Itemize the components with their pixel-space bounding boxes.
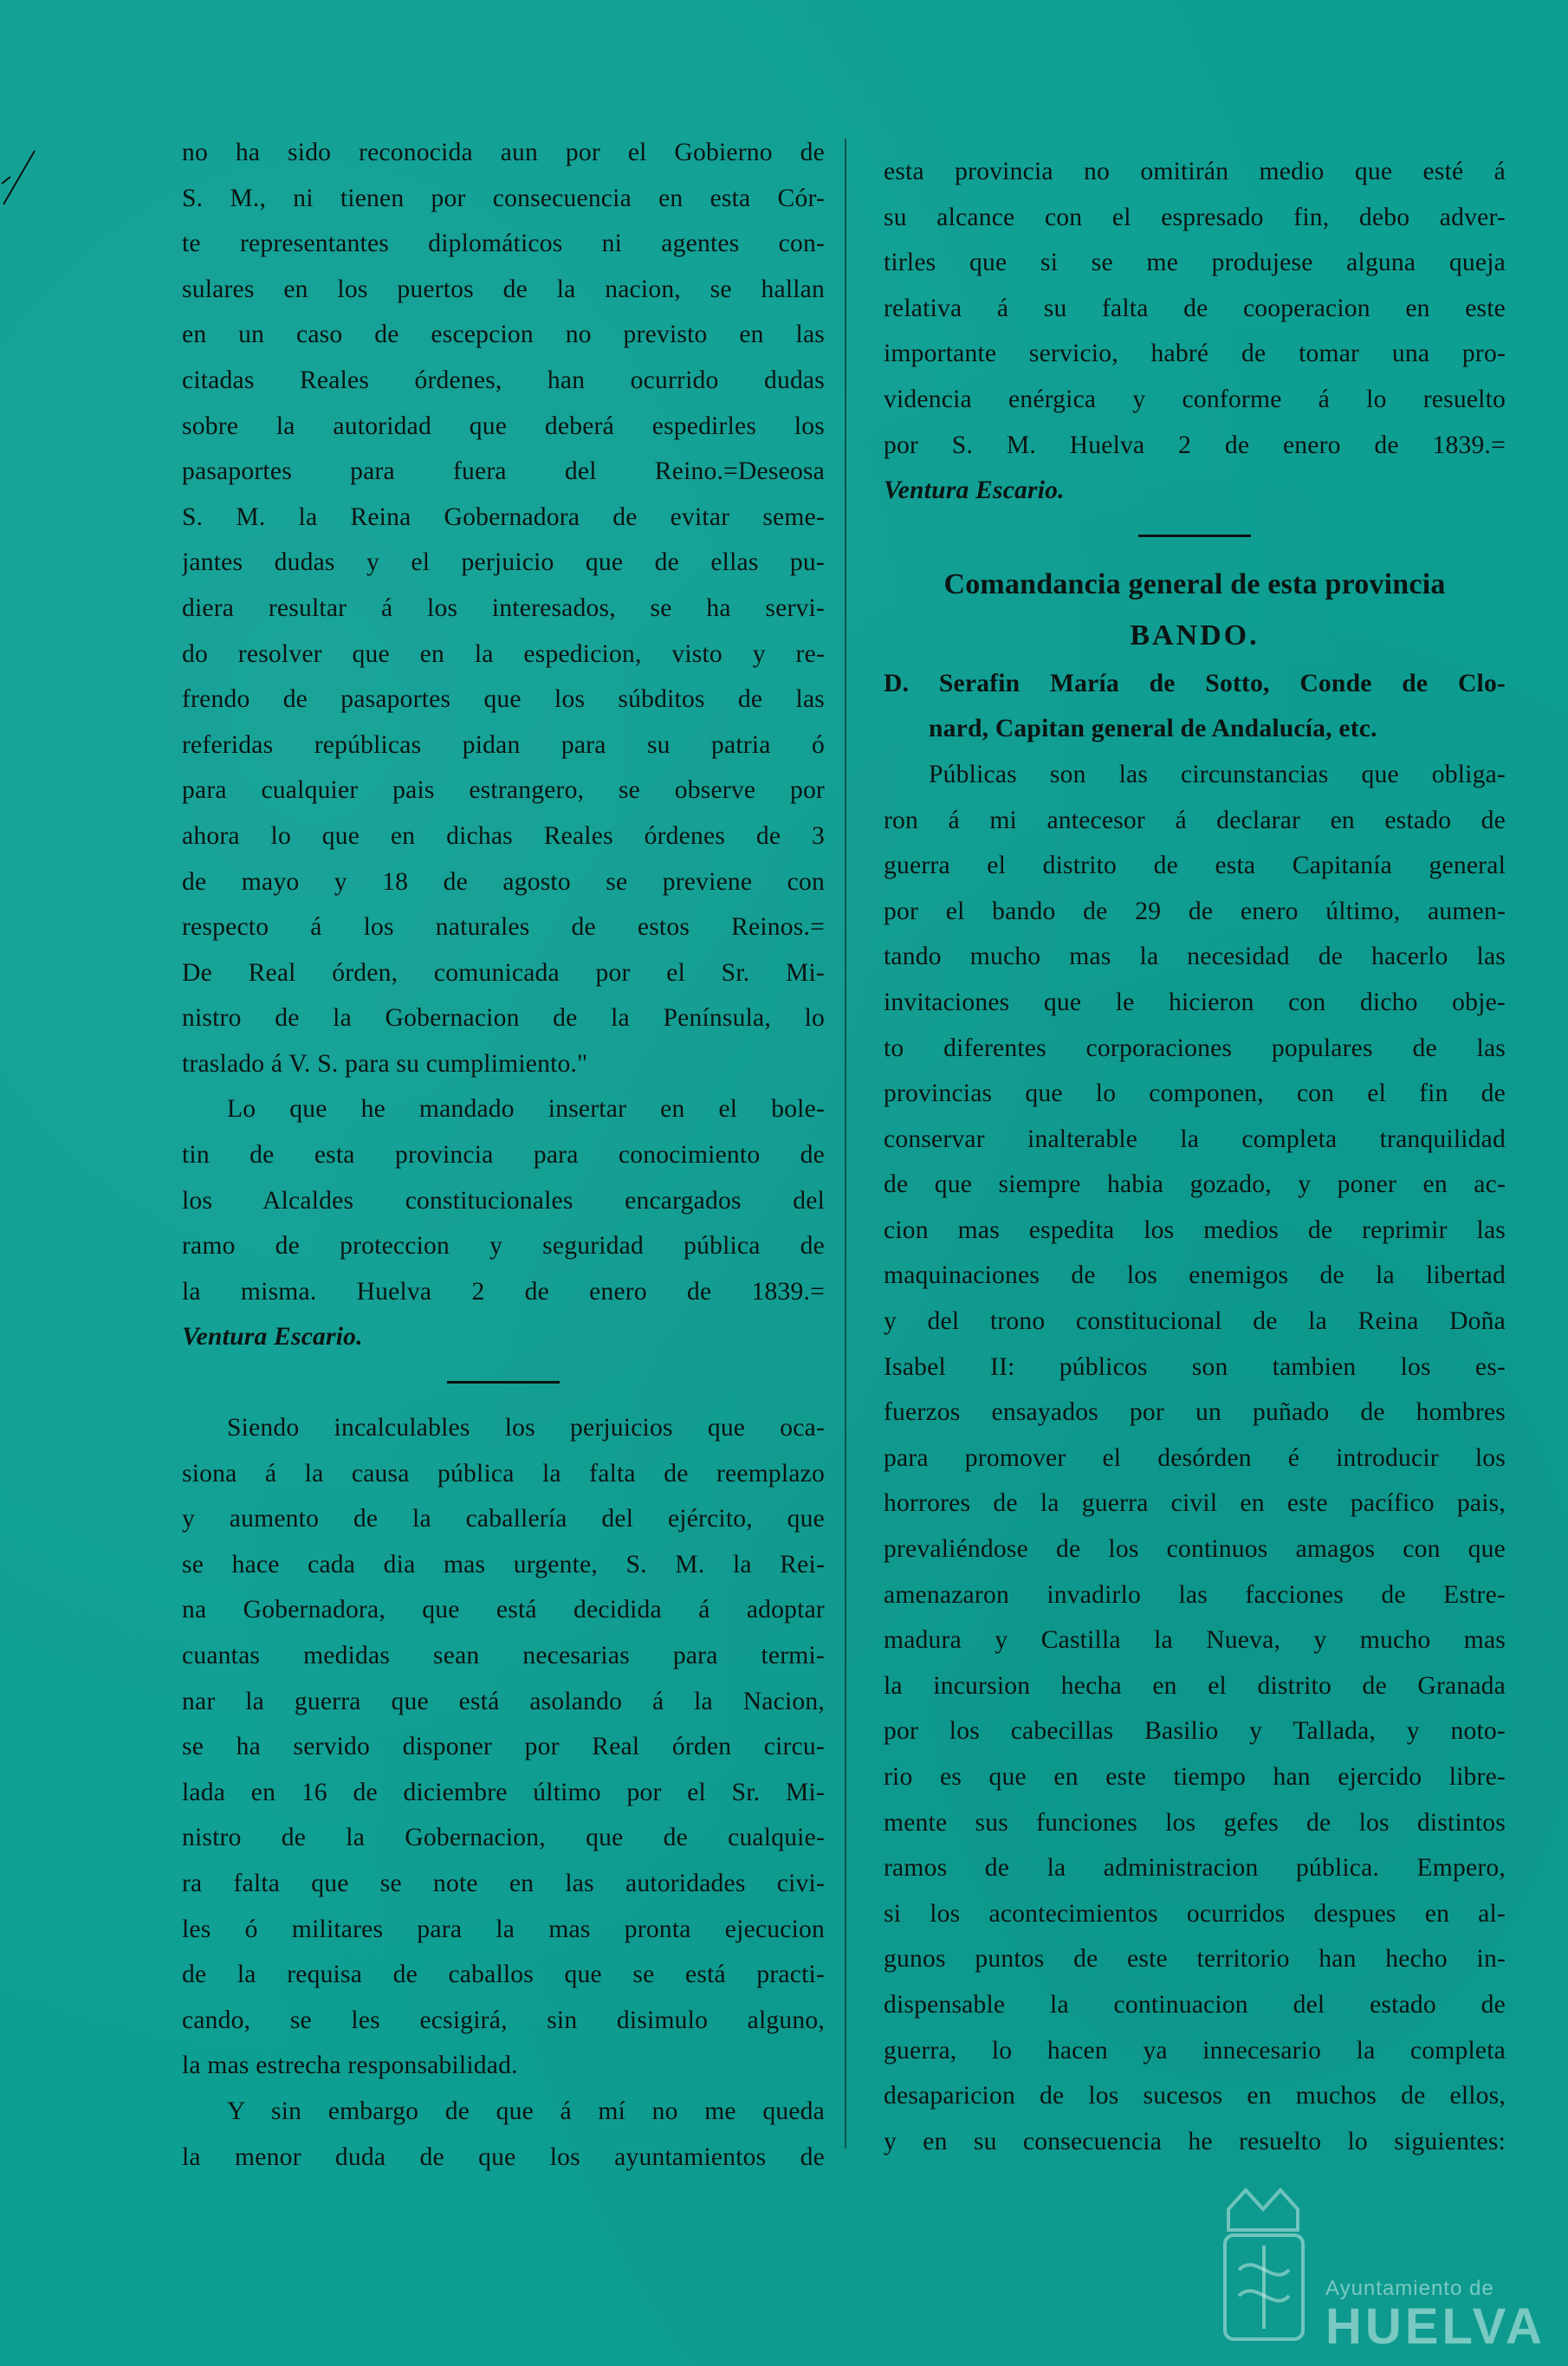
text-line: rio es que en este tiempo han ejercido libre- (884, 1763, 1506, 1791)
text-line: ramos de la administracion pública. Empero, (884, 1854, 1506, 1883)
text-line: ron á mi antecesor á declarar en estado de (884, 806, 1506, 834)
text-line: les ó militares para la mas pronta ejecucion (182, 1915, 825, 1943)
text-line: su alcance con el espresado fin, debo adver- (884, 203, 1506, 231)
section-divider (182, 1360, 825, 1405)
column-rule (845, 139, 846, 2149)
author-line: D. Serafin María de Sotto, Conde de Clo- (884, 669, 1506, 697)
text-line: y en su consecuencia he resuelto lo siguientes: (884, 2127, 1506, 2155)
text-line: la misma. Huelva 2 de enero de 1839.= (182, 1277, 825, 1306)
text-line: sobre la autoridad que deberá espedirles los (182, 412, 825, 440)
watermark-big-text: HUELVA (1325, 2298, 1545, 2355)
text-line: S. M. la Reina Gobernadora de evitar seme- (182, 502, 825, 531)
text-line: tando mucho mas la necesidad de hacerlo las (884, 943, 1506, 971)
paragraph-start: Lo que he mandado insertar en el bole- (227, 1095, 825, 1124)
left-column (182, 130, 825, 2180)
text-line: por el bando de 29 de enero último, aumen- (884, 897, 1506, 925)
text-line: madura y Castilla la Nueva, y mucho mas (884, 1626, 1506, 1655)
text-line: amenazaron invadirlo las facciones de Estre- (884, 1580, 1506, 1609)
text-line: te representantes diplomáticos ni agentes con- (182, 230, 825, 258)
text-line: tin de esta provincia para conocimiento de (182, 1141, 825, 1170)
signature: Ventura Escario. (884, 476, 1065, 505)
text-line: los Alcaldes constitucionales encargados del (182, 1186, 825, 1215)
text-line: guerra, lo hacen ya innecesario la completa (884, 2036, 1506, 2065)
text-line: invitaciones que le hicieron con dicho obje- (884, 988, 1506, 1016)
text-line: sulares en los puertos de la nacion, se hallan (182, 275, 825, 303)
text-line: la mas estrecha responsabilidad. (182, 2052, 518, 2080)
text-line: esta provincia no omitirán medio que esté á (884, 158, 1506, 185)
text-line: la menor duda de que los ayuntamientos de (182, 2142, 825, 2171)
text-line: traslado á V. S. para su cumplimiento." (182, 1049, 588, 1078)
text-line: do resolver que en la espedicion, visto y re- (182, 639, 825, 668)
text-line: la incursion hecha en el distrito de Granada (884, 1671, 1506, 1700)
section-divider (884, 514, 1506, 559)
text-line: cuantas medidas sean necesarias para termi- (182, 1642, 825, 1669)
text-line: se hace cada dia mas urgente, S. M. la Rei- (182, 1550, 825, 1578)
text-line: dispensable la continuacion del estado de (884, 1990, 1506, 2019)
text-line: relativa á su falta de cooperacion en este (884, 294, 1506, 322)
text-line: y aumento de la caballería del ejército, que (182, 1505, 825, 1533)
text-line: diera resultar á los interesados, se ha servi- (182, 593, 825, 622)
text-line: frendo de pasaportes que los súbditos de las (182, 685, 825, 714)
text-line: citadas Reales órdenes, han ocurrido dudas (182, 366, 825, 394)
text-line: cando, se les ecsigirá, sin disimulo alguno, (182, 2006, 825, 2034)
text-line: nistro de la Gobernacion de la Península, lo (182, 1004, 825, 1033)
text-line: cion mas espedita los medios de reprimir las (884, 1215, 1506, 1244)
paragraph-start: Y sin embargo de que á mí no me queda (227, 2097, 825, 2125)
text-line: en un caso de escepcion no previsto en las (182, 321, 825, 349)
text-line: y del trono constitucional de la Reina Doña (884, 1307, 1506, 1336)
text-line: para promover el desórden é introducir los (884, 1443, 1506, 1472)
author-line: nard, Capitan general de Andalucía, etc. (929, 715, 1377, 743)
signature: Ventura Escario. (182, 1323, 363, 1352)
paragraph-start: Públicas son las circunstancias que obliga- (929, 760, 1506, 788)
text-line: prevaliéndose de los continuos amagos con que (884, 1535, 1506, 1564)
text-line: jantes dudas y el perjuicio que de ellas pu- (182, 548, 825, 577)
text-line: ra falta que se note en las autoridades civi- (182, 1869, 825, 1897)
text-line: respecto á los naturales de estos Reinos.= (182, 913, 825, 942)
text-line: S. M., ni tienen por consecuencia en esta Cór- (182, 184, 825, 212)
text-line: de la requisa de caballos que se está practi- (182, 1961, 825, 1989)
text-line: de mayo y 18 de agosto se previene con (182, 867, 825, 896)
text-line: nistro de la Gobernacion, que de cualquie- (182, 1824, 825, 1852)
text-line: desaparicion de los sucesos en muchos de ellos, (884, 2082, 1506, 2110)
text-line: videncia enérgica y conforme á lo resuelto (884, 385, 1506, 413)
text-line: maquinaciones de los enemigos de la libertad (884, 1261, 1506, 1290)
bando-heading: BANDO. (1130, 619, 1260, 651)
text-line: conservar inalterable la completa tranquilidad (884, 1125, 1506, 1153)
text-line: mente sus funciones los gefes de los distintos (884, 1808, 1506, 1837)
text-line: para cualquier pais estrangero, se observe por (182, 776, 825, 805)
text-line: gunos puntos de este territorio han hecho in- (884, 1945, 1506, 1974)
text-line: importante servicio, habré de tomar una pro- (884, 340, 1506, 368)
text-line: ramo de proteccion y seguridad pública de (182, 1232, 825, 1261)
paragraph-start: Siendo incalculables los perjuicios que oca- (227, 1414, 825, 1442)
text-line: referidas repúblicas pidan para su patria ó (182, 730, 825, 759)
text-line: na Gobernadora, que está decidida á adoptar (182, 1596, 825, 1624)
text-line: nar la guerra que está asolando á la Nacion, (182, 1687, 825, 1715)
text-line: horrores de la guerra civil en este pacífico pais, (884, 1489, 1506, 1518)
text-line: no ha sido reconocida aun por el Gobierno de (182, 139, 825, 166)
text-line: ahora lo que en dichas Reales órdenes de 3 (182, 821, 825, 850)
section-heading: Comandancia general de esta provincia (943, 567, 1446, 600)
text-line: por S. M. Huelva 2 de enero de 1839.= (884, 431, 1506, 459)
text-line: pasaportes para fuera del Reino.=Deseosa (182, 457, 825, 486)
text-line: por los cabecillas Basilio y Tallada, y noto- (884, 1717, 1506, 1746)
text-line: guerra el distrito de esta Capitanía general (884, 852, 1506, 880)
text-line: fuerzos ensayados por un puñado de hombres (884, 1398, 1506, 1427)
right-column (884, 149, 1506, 2164)
text-line: si los acontecimientos ocurridos despues en al- (884, 1899, 1506, 1928)
text-line: Isabel II: públicos son tambien los es- (884, 1352, 1506, 1381)
text-line: provincias que lo componen, con el fin de (884, 1079, 1506, 1108)
text-line: De Real órden, comunicada por el Sr. Mi- (182, 958, 825, 987)
text-line: de que siempre habia gozado, y poner en ac- (884, 1170, 1506, 1199)
text-line: se ha servido disponer por Real órden circu- (182, 1733, 825, 1761)
text-line: lada en 16 de diciembre último por el Sr. Mi- (182, 1778, 825, 1806)
text-line: tirles que si se me produjese alguna queja (884, 249, 1506, 277)
margin-pencil-mark (0, 147, 42, 217)
text-line: to diferentes corporaciones populares de las (884, 1034, 1506, 1062)
text-line: siona á la causa pública la falta de reemplazo (182, 1459, 825, 1488)
watermark-small-text: Ayuntamiento de (1325, 2277, 1494, 2300)
